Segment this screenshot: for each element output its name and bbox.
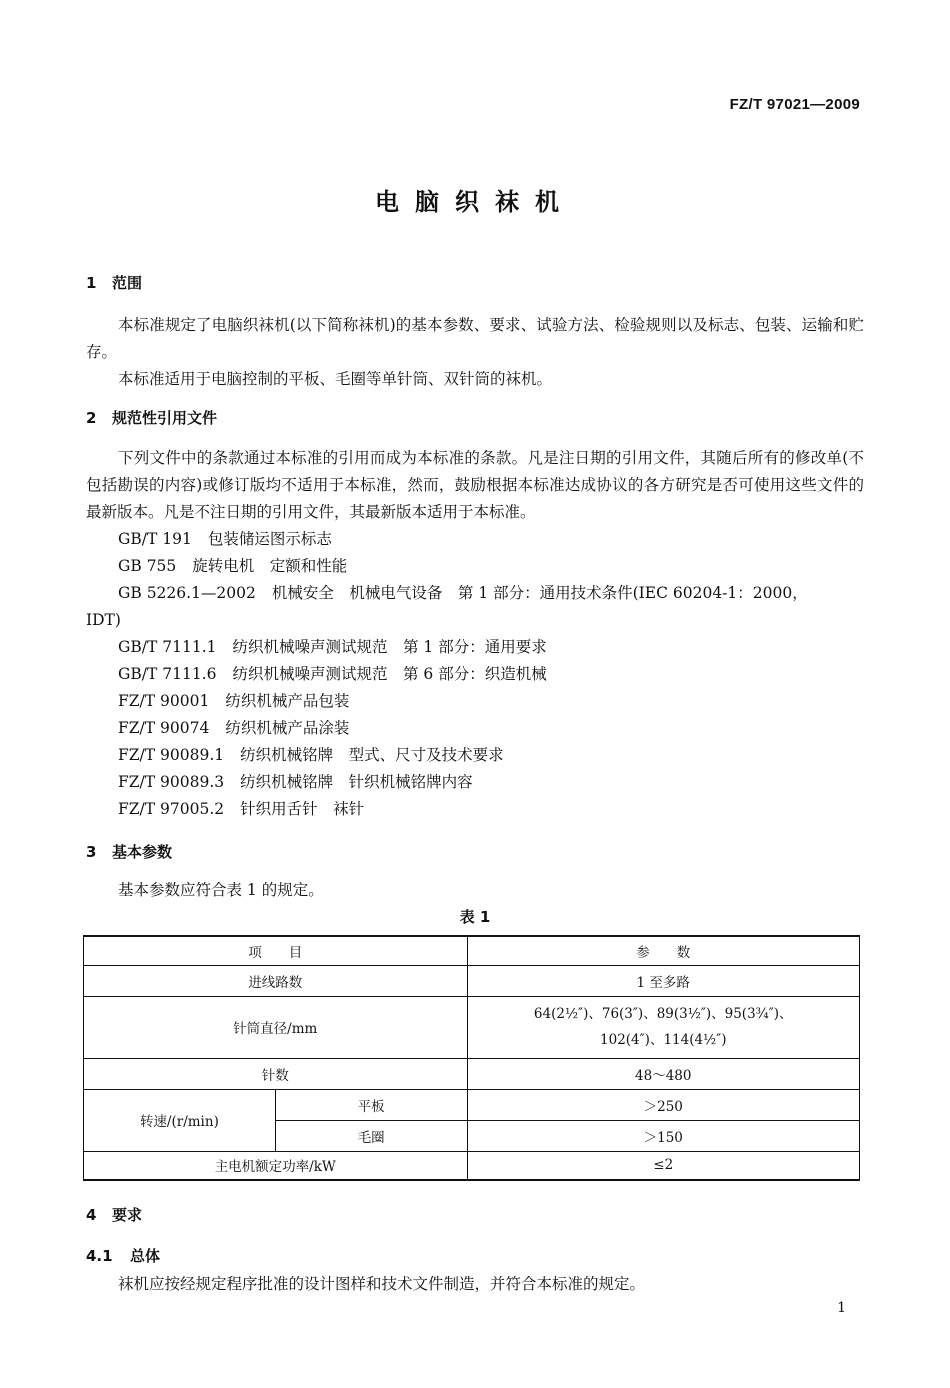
reference-code: GB/T 7111.6 xyxy=(118,665,217,683)
needles-value-cell: 48～480 xyxy=(467,1058,860,1089)
speed-plain-label-cell: 平板 xyxy=(275,1089,467,1120)
reference-item xyxy=(118,688,349,715)
reference-code: FZ/T 90089.3 xyxy=(118,773,225,791)
section-title: 基本参数 xyxy=(112,843,173,861)
feeders-value-cell: 1 至多路 xyxy=(467,965,860,996)
table-row xyxy=(84,965,860,996)
cylinder-value-cell xyxy=(467,996,860,1058)
reference-title: 纺织机械噪声测试规范 第 1 部分：通用要求 xyxy=(232,638,547,656)
subsection-4-1-heading xyxy=(86,1245,160,1266)
speed-terry-value-cell: ＞150 xyxy=(467,1120,860,1151)
section-number: 1 xyxy=(86,274,97,292)
reference-title: 机械安全 机械电气设备 第 1 部分：通用技术条件(IEC 60204-1：2000， xyxy=(271,584,808,602)
reference-title: 纺织机械产品包装 xyxy=(225,692,350,710)
section-number: 2 xyxy=(86,409,97,427)
reference-title: 针织用舌针 袜针 xyxy=(240,800,365,818)
speed-plain-value-cell: ＞250 xyxy=(467,1089,860,1120)
parameters-paragraph: 基本参数应符合表 1 的规定。 xyxy=(118,881,324,899)
reference-item xyxy=(118,661,547,688)
page-number: 1 xyxy=(837,1300,846,1316)
reference-item xyxy=(118,634,547,661)
reference-title: 纺织机械铭牌 型式、尺寸及技术要求 xyxy=(240,746,504,764)
reference-code: GB 5226.1—2002 xyxy=(118,584,256,602)
section-title: 规范性引用文件 xyxy=(112,409,218,427)
table-row xyxy=(84,1089,860,1120)
parameters-table xyxy=(83,935,860,1181)
requirements-paragraph: 袜机应按经规定程序批准的设计图样和技术文件制造，并符合本标准的规定。 xyxy=(118,1275,646,1293)
section-number: 4 xyxy=(86,1206,97,1224)
reference-item xyxy=(118,580,808,607)
scope-paragraph-1: 本标准规定了电脑织袜机(以下简称袜机)的基本参数、要求、试验方法、检验规则以及标志、包装、运输和贮存。 xyxy=(86,316,864,361)
reference-code: FZ/T 97005.2 xyxy=(118,800,225,818)
needles-label-cell: 针数 xyxy=(84,1058,468,1089)
section-2-heading xyxy=(86,407,217,428)
reference-title: 旋转电机 定额和性能 xyxy=(192,557,348,575)
standard-number: FZ/T 97021—2009 xyxy=(729,96,860,113)
header-item-cell: 项 目 xyxy=(84,936,468,965)
reference-title: 包装储运图示标志 xyxy=(207,530,332,548)
document-title: 电脑织袜机 xyxy=(375,188,575,216)
section-4-heading xyxy=(86,1204,142,1225)
reference-code: FZ/T 90001 xyxy=(118,692,210,710)
subsection-number: 4.1 xyxy=(86,1247,113,1265)
section-3-heading xyxy=(86,841,172,862)
reference-title: 纺织机械产品涂装 xyxy=(225,719,350,737)
reference-item xyxy=(118,769,473,796)
reference-item xyxy=(118,796,364,823)
reference-code: GB 755 xyxy=(118,557,177,575)
feeders-label-cell: 进线路数 xyxy=(84,965,468,996)
reference-code: FZ/T 90089.1 xyxy=(118,746,225,764)
reference-title: 纺织机械噪声测试规范 第 6 部分：织造机械 xyxy=(232,665,547,683)
subsection-title: 总体 xyxy=(130,1247,161,1265)
section-title: 范围 xyxy=(112,274,143,292)
section-number: 3 xyxy=(86,843,97,861)
section-1-heading xyxy=(86,272,142,293)
reference-title: 纺织机械铭牌 针织机械铭牌内容 xyxy=(240,773,473,791)
section-title: 要求 xyxy=(112,1206,143,1224)
reference-continuation: IDT) xyxy=(86,611,121,629)
power-value-cell: ≤2 xyxy=(467,1151,860,1180)
table-row xyxy=(84,1151,860,1180)
table-caption: 表 1 xyxy=(459,908,491,926)
cylinder-label-cell: 针筒直径/mm xyxy=(84,996,468,1058)
speed-terry-label-cell: 毛圈 xyxy=(275,1120,467,1151)
reference-item xyxy=(118,742,504,769)
speed-label-cell: 转速/(r/min) xyxy=(84,1089,276,1151)
header-param-cell: 参 数 xyxy=(467,936,860,965)
reference-code: FZ/T 90074 xyxy=(118,719,210,737)
reference-item xyxy=(118,715,349,742)
table-header-row xyxy=(84,936,860,965)
cylinder-value-line: 64(2½″)、76(3″)、89(3½″)、95(3¾″)、 xyxy=(533,1006,793,1022)
table-row xyxy=(84,996,860,1058)
reference-item xyxy=(118,553,347,580)
reference-code: GB/T 7111.1 xyxy=(118,638,217,656)
reference-code: GB/T 191 xyxy=(118,530,192,548)
scope-paragraph-2: 本标准适用于电脑控制的平板、毛圈等单针筒、双针筒的袜机。 xyxy=(118,370,553,388)
reference-item xyxy=(118,526,332,553)
cylinder-value-line: 102(4″)、114(4½″) xyxy=(600,1032,727,1048)
power-label-cell: 主电机额定功率/kW xyxy=(84,1151,468,1180)
references-intro: 下列文件中的条款通过本标准的引用而成为本标准的条款。凡是注日期的引用文件，其随后所有的修改单(不包括勘误的内容)或修订版均不适用于本标准，然而，鼓励根据本标准达成协议的各方研究是否可使用这些文件的最新版本。凡是不注日期的引用文件，其最新版本适用于本标准。 xyxy=(86,449,864,521)
table-row xyxy=(84,1058,860,1089)
